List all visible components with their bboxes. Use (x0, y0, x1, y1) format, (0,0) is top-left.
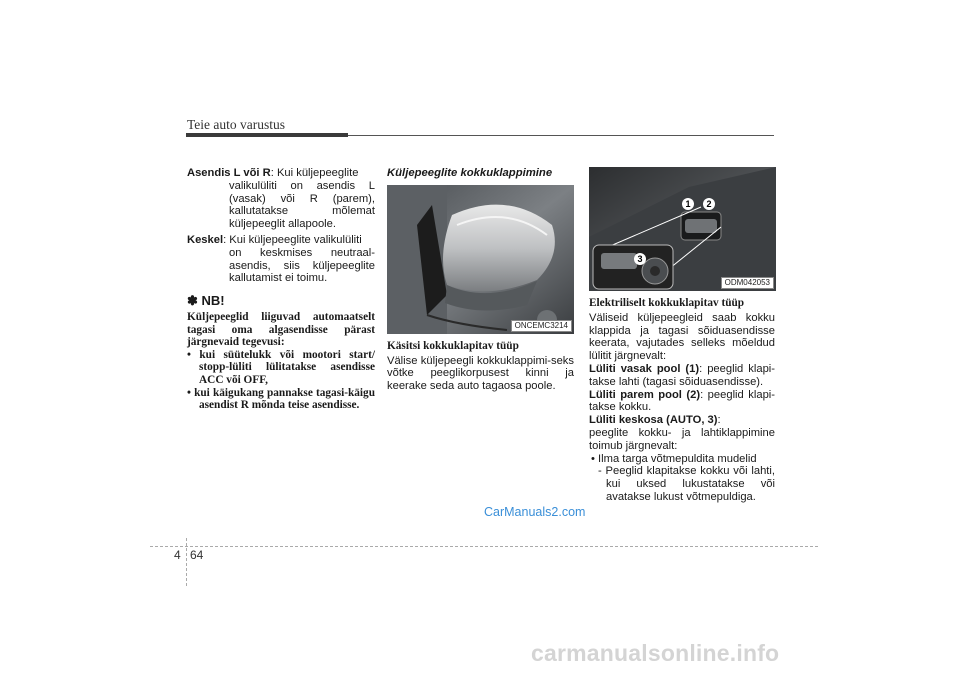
page-header-title: Teie auto varustus (187, 117, 286, 132)
definition-l-or-r (187, 167, 375, 231)
footer-rule (150, 546, 818, 547)
callout-3: 3 (637, 254, 643, 264)
column-middle (387, 167, 574, 393)
center-switch-text: peeglite kokku- ja lahtiklappimine toimub järgnevalt: (589, 426, 775, 452)
column-right (589, 167, 775, 504)
subsection-heading: Elektriliselt kokkuklapitav tüüp (589, 297, 745, 309)
switch-photo (589, 167, 776, 291)
definition-lead: : Kui küljepeeglite (270, 167, 359, 179)
page-number: 64 (190, 548, 204, 562)
callout-2: 2 (706, 199, 712, 209)
note-bullet: • kui käigukang pannakse tagasi-käigu asendist R mõnda teise asendisse. (187, 386, 375, 412)
label: Lüliti vasak pool (1) (589, 362, 700, 375)
header-rule-thin (348, 135, 774, 136)
right-switch-text (589, 389, 775, 415)
asterisk-icon: ✽ (187, 293, 198, 309)
section-heading: Küljepeeglite kokkuklappimine (387, 167, 553, 179)
text: : peeglid klapi-takse lahti (tagasi sõiduasendisse). (589, 362, 776, 388)
subsection-heading: Käsitsi kokkuklapitav tüüp (387, 339, 519, 352)
note-intro: Küljepeeglid liiguvad automaatselt tagasi oma algasendisse pärast järgnevaid tegevusi: (187, 310, 375, 349)
label: Lüliti parem pool (2) (589, 388, 701, 401)
figure-code: ONCEMC3214 (511, 320, 572, 332)
definition-term: Keskel (187, 233, 224, 246)
bottom-watermark: carmanualsonline.info (531, 640, 780, 666)
definition-center (187, 234, 375, 285)
watermark-link[interactable]: CarManuals2.com (484, 505, 586, 519)
text: : peeglid klapi-takse kokku. (589, 388, 775, 414)
note-heading (187, 295, 375, 308)
figure-code: ODM042053 (721, 277, 774, 289)
note-title: NB! (201, 293, 225, 309)
definition-continuation: on keskmises neutraal-asendis, siis küljepeeglite kallutamist ei toimu. (229, 246, 375, 285)
body-text: Väliseid küljepeegleid saab kokku klappida ja tagasi sõiduasendisse keerata, vajutades selleks mõeldud lülitit järgnevalt: (589, 311, 775, 363)
note-bullet: • kui süütelukk või mootori start/ stopp-lüliti lülitatakse asendisse ACC või OFF, (187, 348, 375, 386)
definition-term: Asendis L või R (187, 167, 271, 179)
dash-item: - Peeglid klapitakse kokku või lahti, kui uksed lukustatakse või avatakse lukust võtmepuldiga. (598, 465, 775, 503)
mirror-photo (387, 185, 574, 334)
footer-divider (186, 538, 187, 586)
definition-continuation: valikulüliti on asendis L (vasak) või R (parem), kallutatakse mõlemat küljepeeglit allapoole. (229, 179, 375, 231)
text: : (717, 414, 721, 427)
body-text: Välise küljepeegli kokkuklappimi-seks võtke peeglikorpusest kinni ja keerake seda auto tagaosa poole. (387, 354, 574, 393)
center-switch-label (589, 414, 775, 427)
left-switch-text (589, 363, 775, 389)
mirror-switch-illustration (589, 167, 776, 291)
callout-1: 1 (685, 199, 691, 209)
header-rule-thick (186, 133, 348, 137)
section-number: 4 (174, 548, 181, 562)
side-mirror-illustration (387, 185, 574, 334)
label: Lüliti keskosa (AUTO, 3) (589, 414, 718, 427)
definition-lead: : Kui küljepeeglite valikulüliti (223, 233, 362, 246)
bullet-item: • Ilma targa võtmepuldita mudelid (591, 452, 757, 465)
column-left (187, 167, 375, 412)
